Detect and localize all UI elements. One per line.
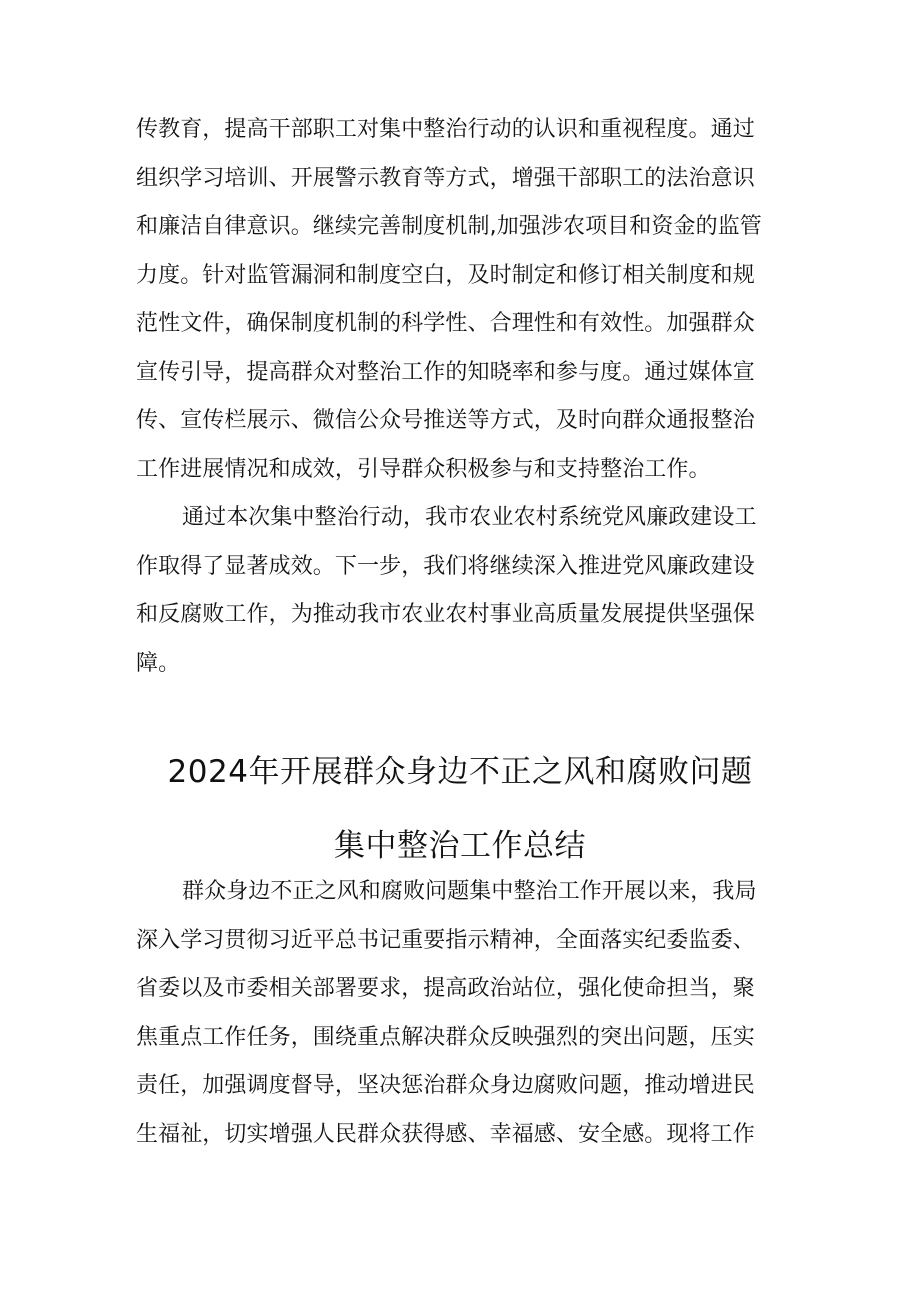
text-line: 生福祉，切实增强人民群众获得感、幸福感、安全感。现将工作	[136, 1121, 755, 1147]
text-line: 作取得了显著成效。下一步，我们将继续深入推进党风廉政建设	[136, 553, 755, 579]
paragraph-conclusion	[136, 494, 796, 688]
text-line: 障。	[136, 650, 181, 676]
text-line: 和反腐败工作，为推动我市农业农村事业高质量发展提供坚强保	[136, 602, 755, 627]
text-line: 省委以及市委相关部署要求，提高政治站位，强化使命担当，聚	[136, 976, 755, 1001]
paragraph-previous-section	[136, 106, 796, 494]
text-line: 传、宣传栏展示、微信公众号推送等方式，及时向群众通报整治	[136, 408, 755, 433]
text-line: 群众身边不正之风和腐败问题集中整治工作开展以来，我局	[182, 879, 757, 904]
text-line: 宣传引导，提高群众对整治工作的知晓率和参与度。通过媒体宣	[136, 359, 755, 385]
text-line: 和廉洁自律意识。继续完善制度机制,加强涉农项目和资金的监管	[136, 214, 762, 239]
text-line: 组织学习培训、开展警示教育等方式，增强干部职工的法治意识	[136, 165, 755, 191]
text-line: 工作进展情况和成效，引导群众积极参与和支持整治工作。	[136, 456, 711, 482]
text-line: 深入学习贯彻习近平总书记重要指示精神，全面落实纪委监委、	[136, 927, 755, 953]
text-line: 力度。针对监管漏洞和制度空白，及时制定和修订相关制度和规	[136, 262, 755, 288]
text-line: 传教育，提高干部职工对集中整治行动的认识和重视程度。通过	[136, 117, 755, 142]
text-line: 通过本次集中整治行动，我市农业农村系统党风廉政建设工	[182, 505, 757, 530]
paragraph-intro	[136, 868, 796, 1159]
text-line: 焦重点工作任务，围绕重点解决群众反映强烈的突出问题，压实	[136, 1024, 755, 1050]
text-line: 范性文件，确保制度机制的科学性、合理性和有效性。加强群众	[136, 311, 755, 336]
document-title-line-1: 2024年开展群众身边不正之风和腐败问题	[167, 754, 753, 790]
text-line: 责任，加强调度督导，坚决惩治群众身边腐败问题，推动增进民	[136, 1073, 755, 1098]
document-title-line-2: 集中整治工作总结	[334, 828, 586, 864]
